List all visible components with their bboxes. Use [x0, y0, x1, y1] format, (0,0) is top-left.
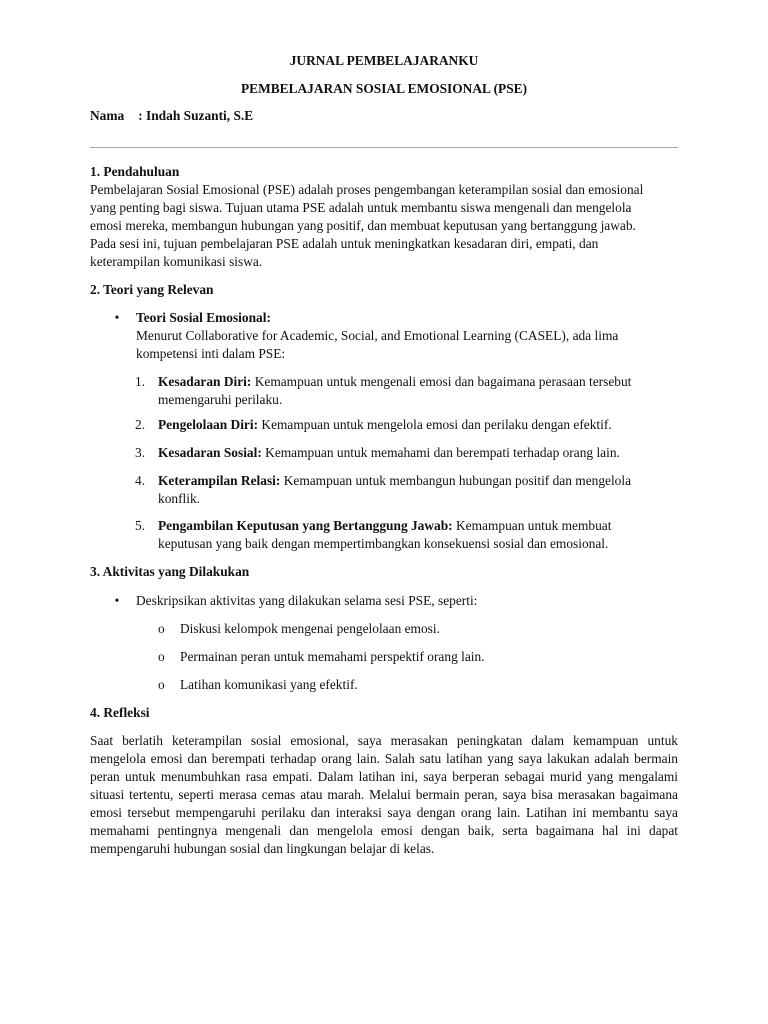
- activity-bullet-text: Deskripsikan aktivitas yang dilakukan selama sesi PSE, seperti:: [136, 593, 478, 608]
- section-1-line: keterampilan komunikasi siswa.: [90, 254, 263, 269]
- reflection-paragraph: Saat berlatih keterampilan sosial emosional, saya merasakan peningkatan dalam kemampuan untuk mengelola emosi dan berempati terhadap orang lain. Salah satu latihan yang saya lakukan adalah bermain peran untuk menumbuhkan rasa empati. Dalam latihan ini, saya berperan sebagai murid yang mengalami situasi tertentu, seperti merasa cemas atau marah. Melalui bermain peran, saya bisa merasakan bagaimana emosi tersebut mempengaruhi perilaku dan interaksi saya dengan orang lain. Latihan ini membantu saya memahami pentingnya mengenali dan mengelola emosi dengan baik, serta bagaimana hal ini dapat mempengaruhi hubungan sosial dan lingkungan belajar di kelas.: [90, 733, 678, 856]
- section-2-heading: 2. Teori yang Relevan: [90, 282, 214, 297]
- competency-item: [158, 373, 678, 391]
- section-1-line: yang penting bagi siswa. Tujuan utama PSE adalah untuk membantu siswa mengenali dan mengelola: [90, 200, 632, 215]
- bullet-marker: •: [114, 310, 120, 325]
- list-number: 1.: [135, 374, 146, 389]
- competency-item: [158, 517, 678, 535]
- activity-item: Latihan komunikasi yang efektif.: [180, 677, 358, 692]
- section-3-heading: 3. Aktivitas yang Dilakukan: [90, 564, 250, 579]
- competency-desc-cont: keputusan yang baik dengan mempertimbangkan konsekuensi sosial dan emosional.: [158, 536, 609, 551]
- competency-item: [158, 416, 678, 434]
- theory-bullet-line: kompetensi inti dalam PSE:: [136, 346, 286, 361]
- sub-bullet-marker: o: [158, 649, 165, 664]
- section-1-line: Pada sesi ini, tujuan pembelajaran PSE adalah untuk meningkatkan kesadaran diri, empati, dan: [90, 236, 599, 251]
- name-row: [90, 107, 253, 125]
- document-subtitle: PEMBELAJARAN SOSIAL EMOSIONAL (PSE): [240, 81, 528, 96]
- document-title: JURNAL PEMBELAJARANKU: [289, 53, 479, 68]
- competency-term: Kesadaran Sosial:: [158, 445, 262, 460]
- competency-desc-cont: memengaruhi perilaku.: [158, 392, 283, 407]
- competency-desc: Kemampuan untuk membuat: [452, 518, 612, 533]
- section-1-line: emosi mereka, membangun hubungan yang positif, dan membuat keputusan yang bertanggung jawab.: [90, 218, 636, 233]
- competency-term: Kesadaran Diri:: [158, 374, 252, 389]
- competency-desc: Kemampuan untuk mengelola emosi dan perilaku dengan efektif.: [258, 417, 612, 432]
- section-1-heading: 1. Pendahuluan: [90, 164, 180, 179]
- name-value: : Indah Suzanti, S.E: [138, 108, 254, 123]
- sub-bullet-marker: o: [158, 621, 165, 636]
- competency-desc: Kemampuan untuk memahami dan berempati terhadap orang lain.: [261, 445, 620, 460]
- competency-term: Pengelolaan Diri:: [158, 417, 259, 432]
- theory-bullet-line: Menurut Collaborative for Academic, Social, and Emotional Learning (CASEL), ada lima: [136, 328, 619, 343]
- competency-term: Keterampilan Relasi:: [158, 473, 281, 488]
- competency-item: [158, 444, 678, 462]
- section-1-line: Pembelajaran Sosial Emosional (PSE) adalah proses pengembangan keterampilan sosial dan emosional: [90, 182, 644, 197]
- competency-term: Pengambilan Keputusan yang Bertanggung Jawab:: [158, 518, 453, 533]
- competency-desc: Kemampuan untuk membangun hubungan positif dan mengelola: [280, 473, 632, 488]
- list-number: 5.: [135, 518, 146, 533]
- list-number: 2.: [135, 417, 146, 432]
- bullet-marker: •: [114, 593, 120, 608]
- competency-item: [158, 472, 678, 490]
- theory-bullet-title: Teori Sosial Emosional:: [136, 310, 271, 325]
- list-number: 4.: [135, 473, 146, 488]
- list-number: 3.: [135, 445, 146, 460]
- competency-desc: Kemampuan untuk mengenali emosi dan bagaimana perasaan tersebut: [251, 374, 632, 389]
- sub-bullet-marker: o: [158, 677, 165, 692]
- activity-item: Permainan peran untuk memahami perspektif orang lain.: [180, 649, 485, 664]
- name-label: Nama: [90, 108, 125, 123]
- section-4-heading: 4. Refleksi: [90, 705, 150, 720]
- competency-desc-cont: konflik.: [158, 491, 201, 506]
- activity-item: Diskusi kelompok mengenai pengelolaan emosi.: [180, 621, 440, 636]
- header-divider: [90, 147, 678, 148]
